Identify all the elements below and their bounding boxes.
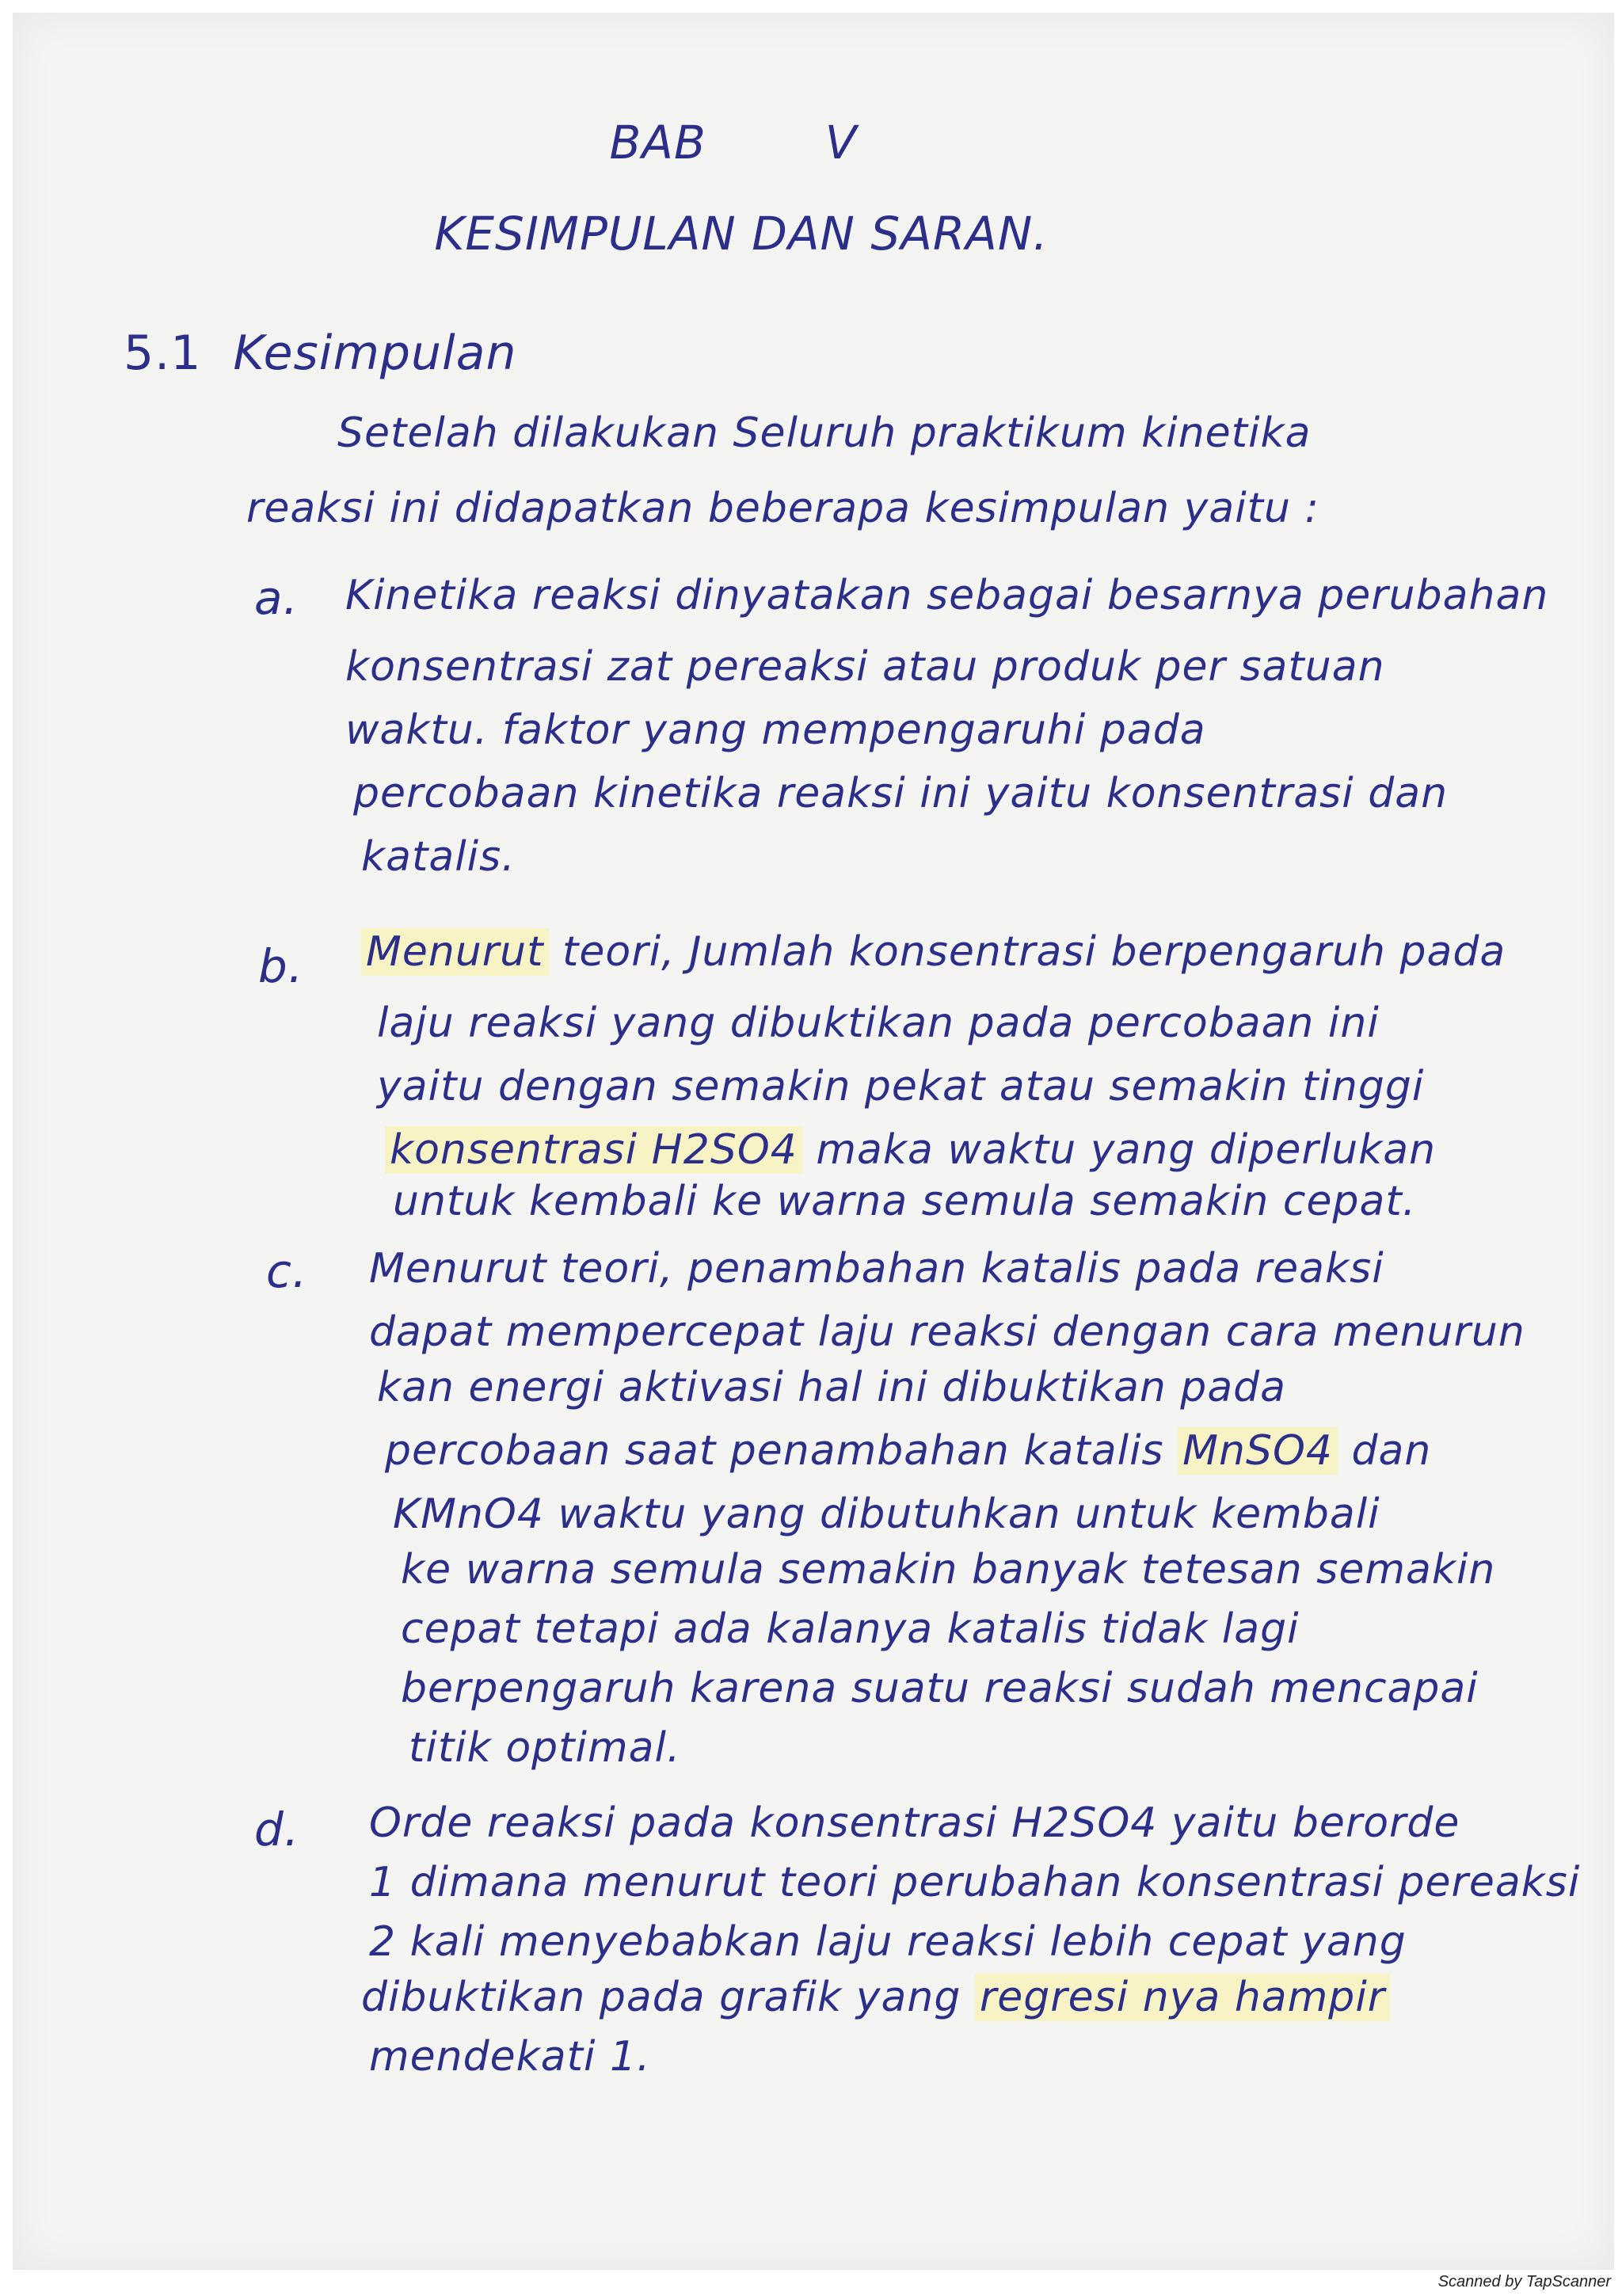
point-a-line: konsentrasi zat pereaksi atau produk per satuan [345,643,1385,691]
point-c-line: ke warna semula semakin banyak tetesan semakin [401,1546,1496,1593]
point-c-line: berpengaruh karena suatu reaksi sudah mencapai [401,1665,1479,1712]
point-c-line: kan energi aktivasi hal ini dibuktikan pada [377,1364,1287,1411]
point-a-line: Kinetika reaksi dinyatakan sebagai besarnya perubahan [345,572,1549,619]
chapter-label: BAB [609,116,706,169]
point-c-line: Menurut teori, penambahan katalis pada reaksi [369,1245,1384,1293]
point-b-line: laju reaksi yang dibuktikan pada percobaan ini [377,1000,1380,1047]
point-b-line: yaitu dengan semakin pekat atau semakin tinggi [377,1063,1425,1110]
section-title: Kesimpulan [233,326,517,381]
highlight: konsentrasi H2SO4 [385,1126,802,1174]
highlight: Menurut [361,928,549,976]
section-heading [124,326,517,381]
point-c-line: titik optimal. [409,1724,681,1772]
point-c-line: cepat tetapi ada kalanya katalis tidak lagi [401,1605,1300,1653]
point-marker-b: b. [258,939,304,993]
point-a-line: percobaan kinetika reaksi ini yaitu konsentrasi dan [353,770,1449,817]
point-d-line: 2 kali menyebabkan laju reaksi lebih cepat yang [369,1918,1407,1966]
point-c-line: percobaan saat penambahan katalis MnSO4 dan [385,1427,1432,1475]
point-b-line: konsentrasi H2SO4 maka waktu yang diperlukan [385,1129,1436,1171]
point-marker-d: d. [254,1803,300,1856]
point-c-line: KMnO4 waktu yang dibutuhkan untuk kembali [393,1491,1380,1538]
section-number: 5.1 [124,326,202,381]
point-d-line: 1 dimana menurut teori perubahan konsentrasi pereaksi [369,1859,1581,1906]
scanner-watermark: Scanned by TapScanner [1437,2273,1611,2290]
point-marker-a: a. [254,571,299,625]
point-a-line: katalis. [361,833,516,881]
chapter-number: V [824,116,858,169]
point-a-line: waktu. faktor yang mempengaruhi pada [345,706,1206,754]
highlight: MnSO4 [1178,1427,1338,1475]
point-c-line: dapat mempercepat laju reaksi dengan cara menurun [369,1308,1525,1356]
point-b-line: untuk kembali ke warna semula semakin cepat. [393,1178,1417,1225]
point-d-line: mendekati 1. [369,2033,651,2081]
intro-line: Setelah dilakukan Seluruh praktikum kinetika [337,409,1312,457]
intro-line: reaksi ini didapatkan beberapa kesimpulan yaitu : [246,485,1320,532]
point-b-line: Menurut teori, Jumlah konsentrasi berpengaruh pada [361,931,1506,973]
chapter-heading [13,116,1454,169]
scanned-page [13,13,1614,2270]
point-d-line: dibuktikan pada grafik yang regresi nya hampir [361,1977,1390,2018]
chapter-subtitle: KESIMPULAN DAN SARAN. [434,207,1049,261]
highlight: regresi nya hampir [975,1974,1390,2021]
point-d-line: Orde reaksi pada konsentrasi H2SO4 yaitu berorde [369,1799,1460,1847]
point-marker-c: c. [266,1244,308,1298]
